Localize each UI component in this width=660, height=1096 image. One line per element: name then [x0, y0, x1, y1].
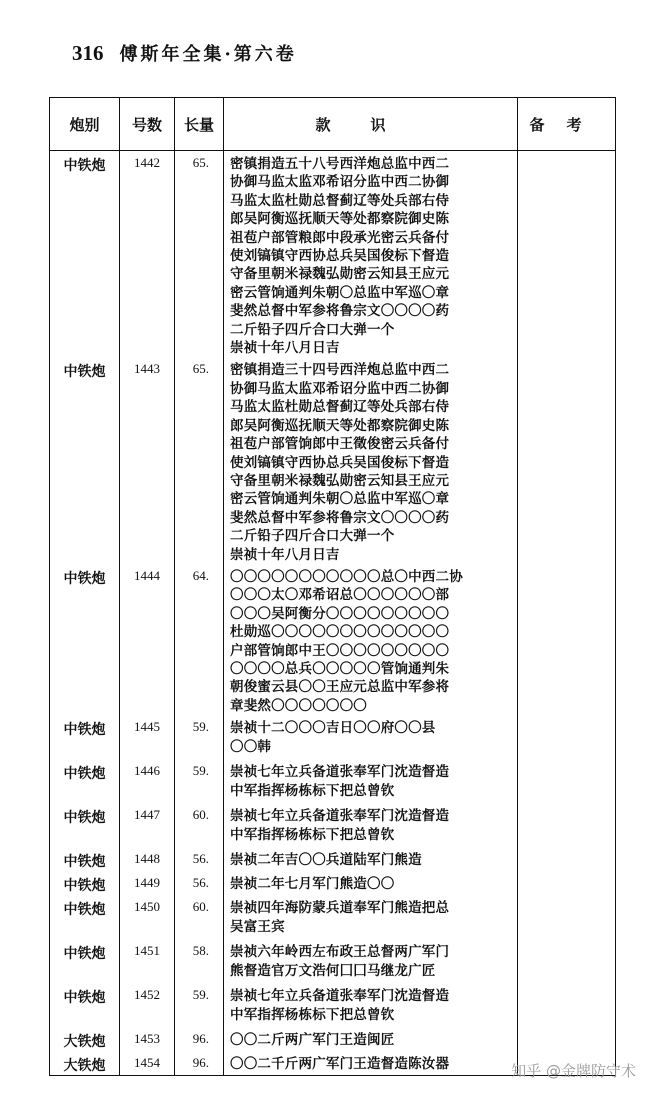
cell-length: 59.	[175, 715, 224, 759]
cell-number: 1452	[120, 983, 175, 1027]
cell-type: 中铁炮	[50, 151, 120, 358]
cell-type: 中铁炮	[50, 759, 120, 803]
cell-notes	[518, 847, 616, 871]
cell-number: 1447	[120, 803, 175, 847]
cell-type: 大铁炮	[50, 1027, 120, 1051]
cell-notes	[518, 983, 616, 1027]
cell-inscription: 崇祯七年立兵备道张奉军门沈造督造 中军指挥杨栋标下把总曾钦	[224, 983, 518, 1027]
cell-type: 中铁炮	[50, 803, 120, 847]
table-row	[50, 1027, 616, 1051]
cell-length: 65.	[175, 357, 224, 563]
cell-inscription: 〇〇二斤两广军门王造闽匠	[224, 1027, 518, 1051]
table-row	[50, 564, 616, 715]
cell-number: 1450	[120, 895, 175, 939]
table-row	[50, 151, 616, 358]
cell-notes	[518, 564, 616, 715]
cell-number: 1444	[120, 564, 175, 715]
cell-notes	[518, 803, 616, 847]
cell-notes	[518, 759, 616, 803]
cell-notes	[518, 871, 616, 895]
cell-notes	[518, 939, 616, 983]
cell-number: 1446	[120, 759, 175, 803]
cell-length: 56.	[175, 847, 224, 871]
column-header-type: 炮别	[50, 98, 120, 151]
table-row	[50, 803, 616, 847]
cell-inscription: 崇祯七年立兵备道张奉军门沈造督造 中军指挥杨栋标下把总曾钦	[224, 759, 518, 803]
cell-type: 中铁炮	[50, 715, 120, 759]
table-row	[50, 759, 616, 803]
cell-inscription: 崇祯六年岭西左布政王总督两广军门 熊督造官万文浩何囗囗马继龙广匠	[224, 939, 518, 983]
page-header	[72, 40, 297, 70]
cell-length: 96.	[175, 1051, 224, 1076]
table-row	[50, 939, 616, 983]
cell-length: 59.	[175, 983, 224, 1027]
cell-inscription: 崇祯十二〇〇〇吉日〇〇府〇〇县 〇〇韩	[224, 715, 518, 759]
cell-notes	[518, 151, 616, 358]
cell-type: 中铁炮	[50, 564, 120, 715]
cell-length: 58.	[175, 939, 224, 983]
cell-type: 中铁炮	[50, 871, 120, 895]
table-row	[50, 895, 616, 939]
table-body	[50, 151, 616, 1076]
cell-number: 1445	[120, 715, 175, 759]
cell-inscription: 〇〇二千斤两广军门王造督造陈汝器	[224, 1051, 518, 1076]
column-header-number: 号数	[120, 98, 175, 151]
cell-number: 1451	[120, 939, 175, 983]
book-title: 傅斯年全集·第六卷	[119, 44, 297, 65]
cell-type: 中铁炮	[50, 939, 120, 983]
table-row	[50, 847, 616, 871]
cell-inscription: 崇祯七年立兵备道张奉军门沈造督造 中军指挥杨栋标下把总曾钦	[224, 803, 518, 847]
cell-type: 中铁炮	[50, 983, 120, 1027]
cell-inscription: 崇祯四年海防蒙兵道奉军门熊造把总 吴富王宾	[224, 895, 518, 939]
table-row	[50, 357, 616, 563]
table-row	[50, 715, 616, 759]
cell-number: 1449	[120, 871, 175, 895]
page-number: 316	[72, 41, 104, 65]
cell-length: 60.	[175, 803, 224, 847]
cell-notes	[518, 895, 616, 939]
cell-length: 65.	[175, 151, 224, 358]
cell-notes	[518, 357, 616, 563]
cell-inscription: 崇祯二年七月军门熊造〇〇	[224, 871, 518, 895]
cell-number: 1443	[120, 357, 175, 563]
cell-number: 1448	[120, 847, 175, 871]
cell-type: 中铁炮	[50, 357, 120, 563]
cell-length: 56.	[175, 871, 224, 895]
cell-length: 60.	[175, 895, 224, 939]
cell-number: 1453	[120, 1027, 175, 1051]
cell-inscription: 〇〇〇〇〇〇〇〇〇〇〇总〇中西二协 〇〇〇太〇邓希诏总〇〇〇〇〇〇部 〇〇〇吴阿衡分〇〇〇〇〇〇〇〇〇 杜勋巡〇〇〇〇〇〇〇〇〇〇〇〇〇 户部管饷郎中王〇〇〇〇〇〇〇〇〇 〇〇〇〇总兵〇〇〇〇〇管饷通判朱 朝俊蜜云县〇〇王应元总监中军参将 章斐然〇〇〇〇〇〇〇	[224, 564, 518, 715]
cell-type: 大铁炮	[50, 1051, 120, 1076]
column-header-inscription: 款识	[224, 98, 518, 151]
cell-number: 1454	[120, 1051, 175, 1076]
cell-notes	[518, 1027, 616, 1051]
table-header-row	[50, 98, 616, 151]
cell-length: 64.	[175, 564, 224, 715]
cell-type: 中铁炮	[50, 847, 120, 871]
column-header-notes: 备考	[518, 98, 616, 151]
cell-type: 中铁炮	[50, 895, 120, 939]
table-row	[50, 871, 616, 895]
cell-notes	[518, 715, 616, 759]
watermark: 知乎 @金牌防守术	[511, 1062, 636, 1080]
column-header-length: 长量	[175, 98, 224, 151]
cell-length: 59.	[175, 759, 224, 803]
cell-inscription: 密镇捐造三十四号西洋炮总监中西二 协御马监太监邓希诏分监中西二协御 马监太监杜勋总督蓟辽等处兵部右侍 郎吴阿衡巡抚顺天等处都察院御史陈 祖苞户部管饷郎中王徵俊密云兵备付 使刘镐镇守西协总兵吴国俊标下督造 守备里朝米禄魏弘勋密云知县王应元 密云管饷通判朱朝〇总监中军巡〇章 斐然总督中军参将鲁宗文〇〇〇〇药 二斤铅子四斤合口大弹一个 崇祯十年八月日吉	[224, 357, 518, 563]
cannon-catalog-table	[49, 97, 616, 1076]
cell-inscription: 密镇捐造五十八号西洋炮总监中西二 协御马监太监邓希诏分监中西二协御 马监太监杜勋总督蓟辽等处兵部右侍 郎吴阿衡巡抚顺天等处都察院御史陈 祖苞户部管粮郎中段承光密云兵备付 使刘镐镇守西协总兵吴国俊标下督造 守备里朝米禄魏弘勋密云知县王应元 密云管饷通判朱朝〇总监中军巡〇章 斐然总督中军参将鲁宗文〇〇〇〇药 二斤铅子四斤合口大弹一个 崇祯十年八月日吉	[224, 151, 518, 358]
cell-inscription: 崇祯二年吉〇〇兵道陆军门熊造	[224, 847, 518, 871]
cell-length: 96.	[175, 1027, 224, 1051]
cell-number: 1442	[120, 151, 175, 358]
table-row	[50, 983, 616, 1027]
